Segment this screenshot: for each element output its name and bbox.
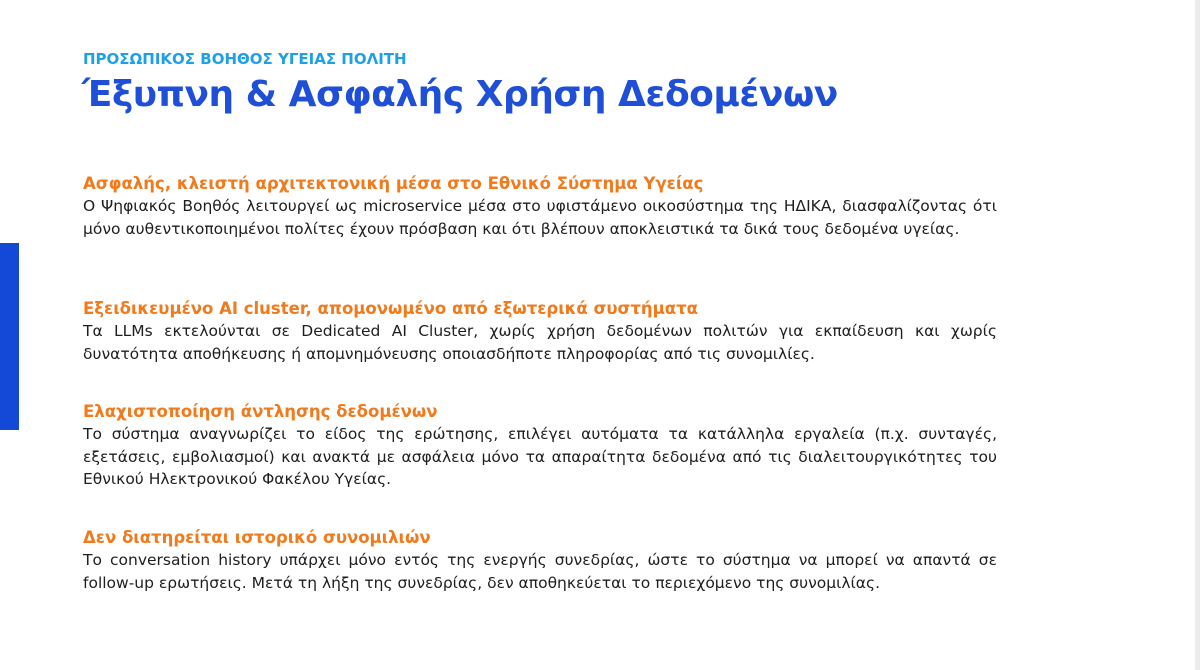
section-body: Ο Ψηφιακός Βοηθός λειτουργεί ως microservice μέσα στο υφιστάμενο οικοσύστημα της ΗΔΙΚΑ, διασφαλίζοντας ότι μόνο αυθεντικοποιημένοι πολίτες έχουν πρόσβαση και ότι βλέπουν αποκλειστικά τα δικά τους δεδομένα υγείας.: [83, 197, 997, 238]
section-body: Το σύστημα αναγνωρίζει το είδος της ερώτησης, επιλέγει αυτόματα τα κατάλληλα εργαλεία (π.χ. συνταγές, εξετάσεις, εμβολιασμοί) και ανακτά με ασφάλεια μόνο τα απαραίτητα δεδομένα από τις διαλειτουργικότητες του Εθνικού Ηλεκτρονικού Φακέλου Υγείας.: [83, 425, 997, 488]
section-heading: Δεν διατηρείται ιστορικό συνομιλιών: [83, 528, 431, 547]
section-heading: Ελαχιστοποίηση άντλησης δεδομένων: [83, 402, 438, 421]
slide-kicker: ΠΡΟΣΩΠΙΚΟΣ ΒΟΗΘΟΣ ΥΓΕΙΑΣ ΠΟΛΙΤΗ: [83, 50, 407, 68]
window-edge: [1195, 0, 1200, 670]
section-secure-architecture: [83, 173, 997, 240]
section-body: Τα LLMs εκτελούνται σε Dedicated AI Cluster, χωρίς χρήση δεδομένων πολιτών για εκπαίδευση και χωρίς δυνατότητα αποθήκευσης ή απομνημόνευσης οποιασδήποτε πληροφορίας από τις συνομιλίες.: [83, 322, 997, 363]
section-ai-cluster: [83, 298, 997, 365]
section-heading: Ασφαλής, κλειστή αρχιτεκτονική μέσα στο Εθνικό Σύστημα Υγείας: [83, 174, 704, 193]
accent-bar: [0, 243, 19, 430]
section-no-history: [83, 527, 997, 594]
section-heading: Εξειδικευμένο AI cluster, απομονωμένο από εξωτερικά συστήματα: [83, 299, 698, 318]
slide-title: Έξυπνη & Ασφαλής Χρήση Δεδομένων: [82, 74, 838, 115]
section-body: Το conversation history υπάρχει μόνο εντός της ενεργής συνεδρίας, ώστε το σύστημα να μπορεί να απαντά σε follow-up ερωτήσεις. Μετά τη λήξη της συνεδρίας, δεν αποθηκεύεται το περιεχόμενο της συνομιλίας.: [83, 551, 997, 592]
section-data-minimization: [83, 401, 997, 491]
